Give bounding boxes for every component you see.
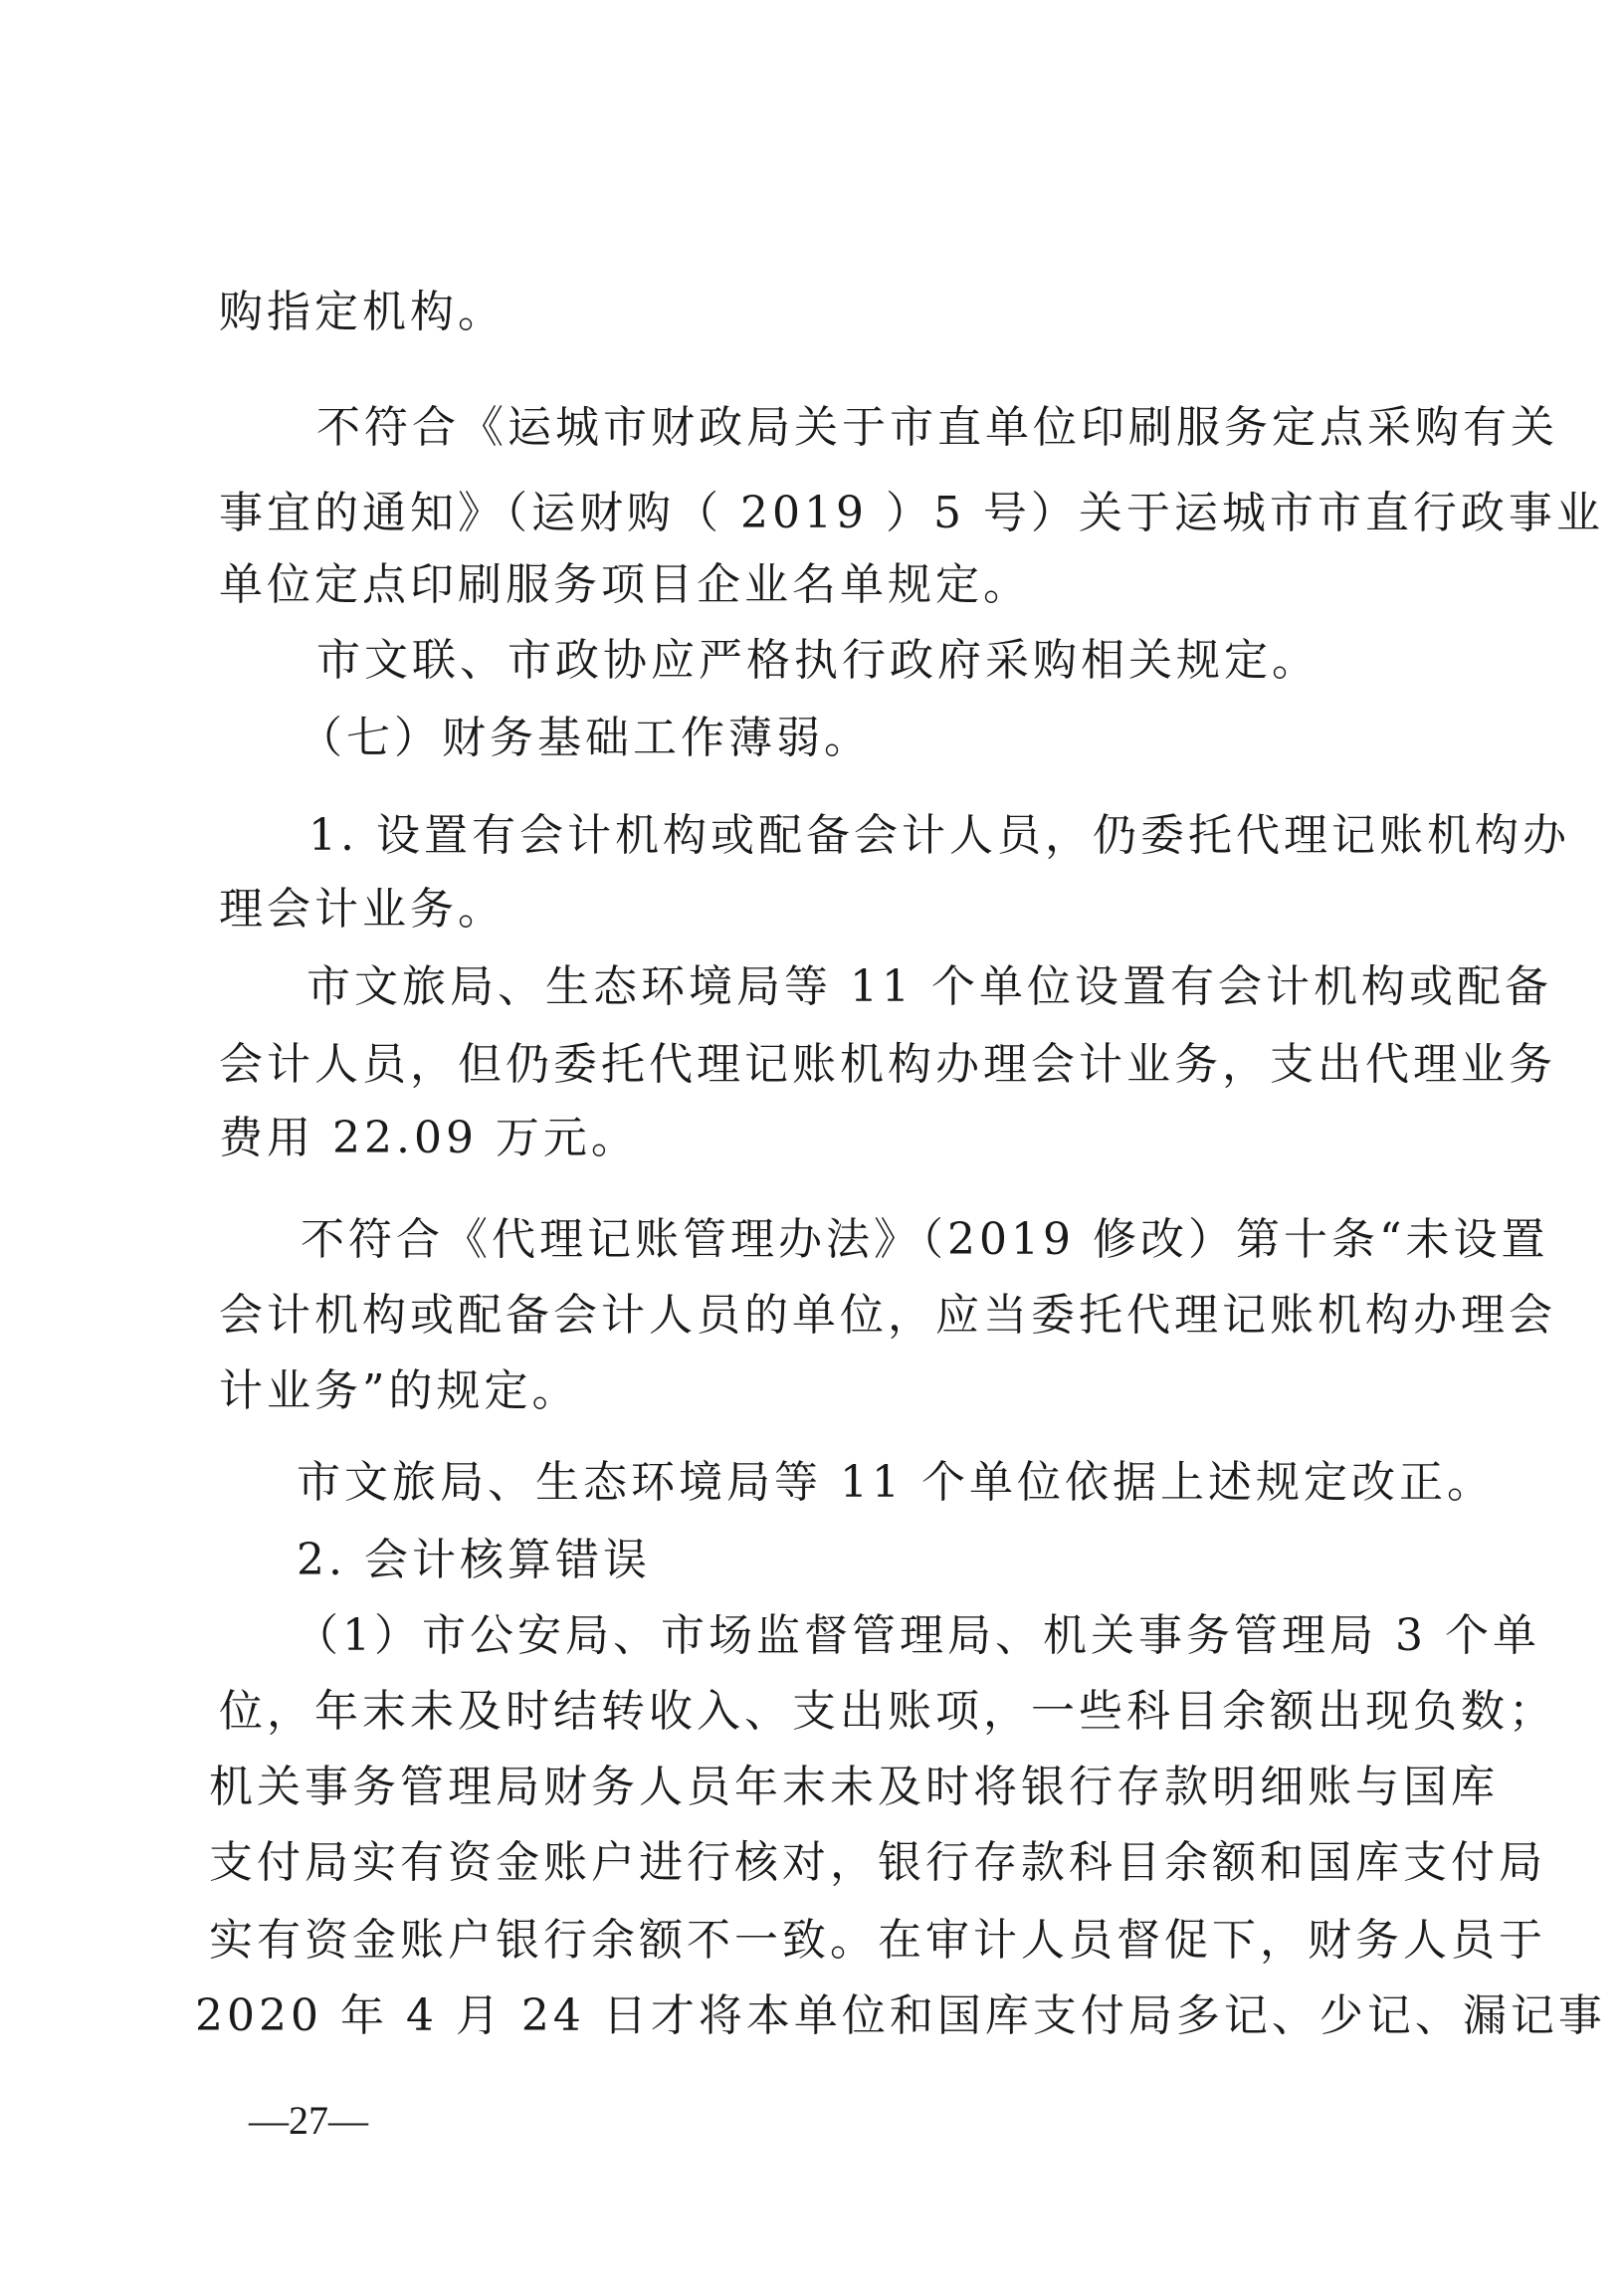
text-line: 位，年末未及时结转收入、支出账项，一些科目余额出现负数； [219,1686,1556,1737]
text-line: 会计人员，但仍委托代理记账机构办理会计业务，支出代理业务 [219,1039,1556,1090]
text-line: 会计机构或配备会计人员的单位，应当委托代理记账机构办理会 [219,1290,1556,1341]
text-line: 理会计业务。 [219,884,506,935]
text-line: 市文旅局、生态环境局等 11 个单位依据上述规定改正。 [297,1457,1495,1508]
text-line: 2020 年 4 月 24 日才将本单位和国库支付局多记、少记、漏记事 [195,1990,1606,2041]
text-line: 事宜的通知》（运财购（ 2019 ）5 号）关于运城市市直行政事业 [219,488,1604,538]
text-line: 1. 设置有会计机构或配备会计人员，仍委托代理记账机构办 [308,810,1570,861]
section-heading: （七）财务基础工作薄弱。 [299,713,872,763]
text-line: 机关事务管理局财务人员年末未及时将银行存款明细账与国库 [209,1762,1499,1812]
text-line: 市文联、市政协应严格执行政府采购相关规定。 [316,635,1320,686]
text-line: 计业务”的规定。 [219,1365,580,1416]
page-number: —27— [249,2098,368,2143]
text-line: 单位定点印刷服务项目企业名单规定。 [219,559,1031,610]
text-line: 支付局实有资金账户进行核对，银行存款科目余额和国库支付局 [209,1837,1546,1888]
text-line: 2. 会计核算错误 [297,1535,651,1585]
text-line: （1）市公安局、市场监督管理局、机关事务管理局 3 个单 [295,1610,1540,1661]
text-line: 费用 22.09 万元。 [219,1113,639,1163]
text-line: 实有资金账户银行余额不一致。在审计人员督促下，财务人员于 [209,1915,1546,1966]
text-line: 不符合《代理记账管理办法》（2019 修改）第十条“未设置 [301,1214,1549,1265]
text-line: 购指定机构。 [219,287,506,337]
text-line: 市文旅局、生态环境局等 11 个单位设置有会计机构或配备 [306,961,1552,1012]
text-line: 不符合《运城市财政局关于市直单位印刷服务定点采购有关 [316,402,1558,453]
